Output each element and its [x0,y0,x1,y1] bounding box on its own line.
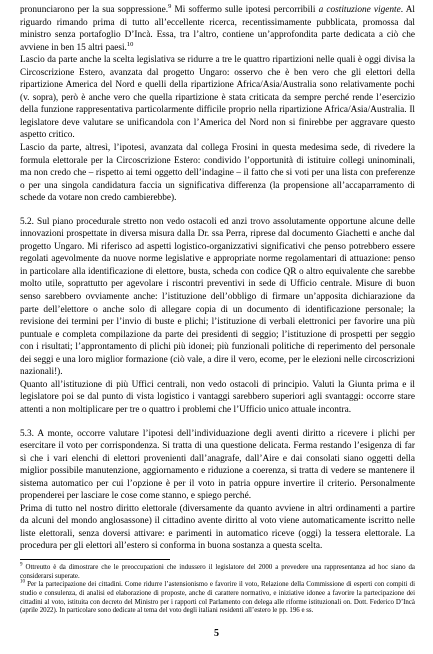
paragraph-2: Lascio da parte anche la scelta legislativa se ridurre a tre le quattro ripartizioni nelle quali è oggi divisa la Circoscrizione Estero, avanzata dal progetto Ungaro: osservo che è ben vero che gli elettori della ripartizione America del Nord e quelli della ripartizione Africa/Asia/Australia sono relativamente pochi (v. sopra), però è anche vero che quella ripartizione è stata criticata da sempre perché rende l’esercizio della funzione rappresentativa particolarmente difficile proprio nella ripartizione Africa/Asia/Australia. Il legislatore deve valutare se unificandola con l’America del Nord non si finirebbe per aggravare questo aspetto critico. [20,55,415,141]
paragraph-3: Lascio da parte, altresì, l’ipotesi, avanzata dal collega Frosini in questa medesima sede, di rivedere la formula elettorale per la Circoscrizione Estero: condivido l’opportunità di istituire collegi uninominali, ma non credo che – rispetto ai temi oggetto dell’indagine – il fatto che si voti per una lista con preferenze o per una singola candidatura faccia un significativa differenza (la propensione all’accaparramento di schede da votare non credo cambierebbe). [20,143,415,204]
paragraph-6: 5.3. A monte, occorre valutare l’ipotesi dell’individuazione degli aventi diritto a ricevere i plichi per esercitare il voto per corrispondenza. Si tratta di una questione delicata. Ferma restando l’esigenza di far sì che i vari elenchi di elettori provenienti dall’anagrafe, dall’Aire e dai consolati siano oggetti della miglior possibile manutenzione, aggiornamento e riduzione a coerenza, si tratta di vedere se mantenere il sistema automatico per cui l’opzione è per il voto in patria oppure invertire il criterio. Personalmente propenderei per lasciare le cose come stanno, e spiego perché. [20,428,415,502]
footnote-10: $^{10}$ Per la partecipazione dei cittadini. Come ridurre l’astensionismo e favorire il voto, Relazione della Commissione di esperti con compiti di studio e consulenza, di analisi ed elaborazione di proposte, anche di carattere normativo, e iniziative idonee a favorire la partecipazione dei cittadini al voto, istituita con decreto del Ministro per i rapporti col Parlamento con delega alle riforme istituzionali on. Dott. Federico D’Incà (aprile 2022). In particolare sono dedicate al tema del voto degli italiani residenti all’estero le pp. 196 e ss. [20,580,415,615]
paragraph-4: 5.2. Sul piano procedurale stretto non vedo ostacoli ed anzi trovo assolutamente opportune alcune delle innovazioni prospettate in diversa misura dalla Dr. ssa Perra, riprese dal documento Giachetti e anche dal progetto Ungaro. Mi riferisco ad aspetti logistico-organizzativi significativi che penso potrebbero essere regolati agevolmente da nuove norme legislative e appropriate norme regolamentari di attuazione: penso in particolare alla identificazione di elettore, busta, scheda con codice QR o altro equivalente che sarebbe molto utile, soprattutto per agevolare i riscontri preventivi in sede di Ufficio centrale. Misure di buon senso sarebbero ovviamente anche: l’istituzione dell’obbligo di firmare un’apposita dichiarazione da parte dell’elettore o anche solo di allegare copia di un documento di identificazione personale; la revisione dei termini per l’invio di buste e plichi; l’istituzione di verbali elettronici per favorire una più puntuale e completa compilazione da parte dei presidenti di seggio; l’istituzione di prospetti per seggio con i risultati; l’approntamento di plichi più idonei; più funzionali politiche di reperimento del personale dei seggi e una loro miglior formazione (ciò vale, a dire il vero, ecome, per le elezioni nelle circoscrizioni nazionali!). [20,216,415,378]
paragraph-5: Quanto all’istituzione di più Uffici centrali, non vedo ostacoli di principio. Valuti la Giunta prima e il legislatore poi se dal punto di vista logistico i vantaggi sarebbero superiori agli svantaggi: occorre stare attenti a non moltiplicare per tre o quattro i problemi che l’Ufficio unico attuale incontra. [20,379,415,415]
footnote-divider [20,559,170,560]
paragraph-1: pronunciarono per la sua soppressione.$^9$ Mi soffermo sulle ipotesi percorribili a costituzione vigente. Al riguardo rimando prima di tutto all’eccellente ricerca, recentissimamente pubblicata, promossa dal ministro senza portafoglio D’Incà. Essa, tra l’altro, contiene un’approfondita parte dedicata a ciò che avviene in ben 15 altri paesi.$^{10}$ [20,2,416,53]
paragraph-7: Prima di tutto nel nostro diritto elettorale (diversamente da quanto avviene in altri ordinamenti a partire da alcuni del mondo anglosassone) il cittadino avente diritto al voto viene automaticamente iscritto nelle liste elettorali, senza doversi attivare: e parimenti in automatico riceve (oggi) la tessera elettorale. La procedura per gli elettori all’estero si conforma in buona sostanza a questa scelta. [20,503,415,552]
footnote-ref-10: 10 [126,40,134,48]
page-number: 5 [214,628,219,639]
footnote-9: $^9$ Ottreutto è da dimostrare che le preoccupazioni che indussero il legislatore del 2000 a prevedere una rappresentanza ad hoc siano da considerarsi superate. [20,562,415,580]
document-page [20,4,415,616]
footnote-ref-9: 9 [168,2,172,10]
